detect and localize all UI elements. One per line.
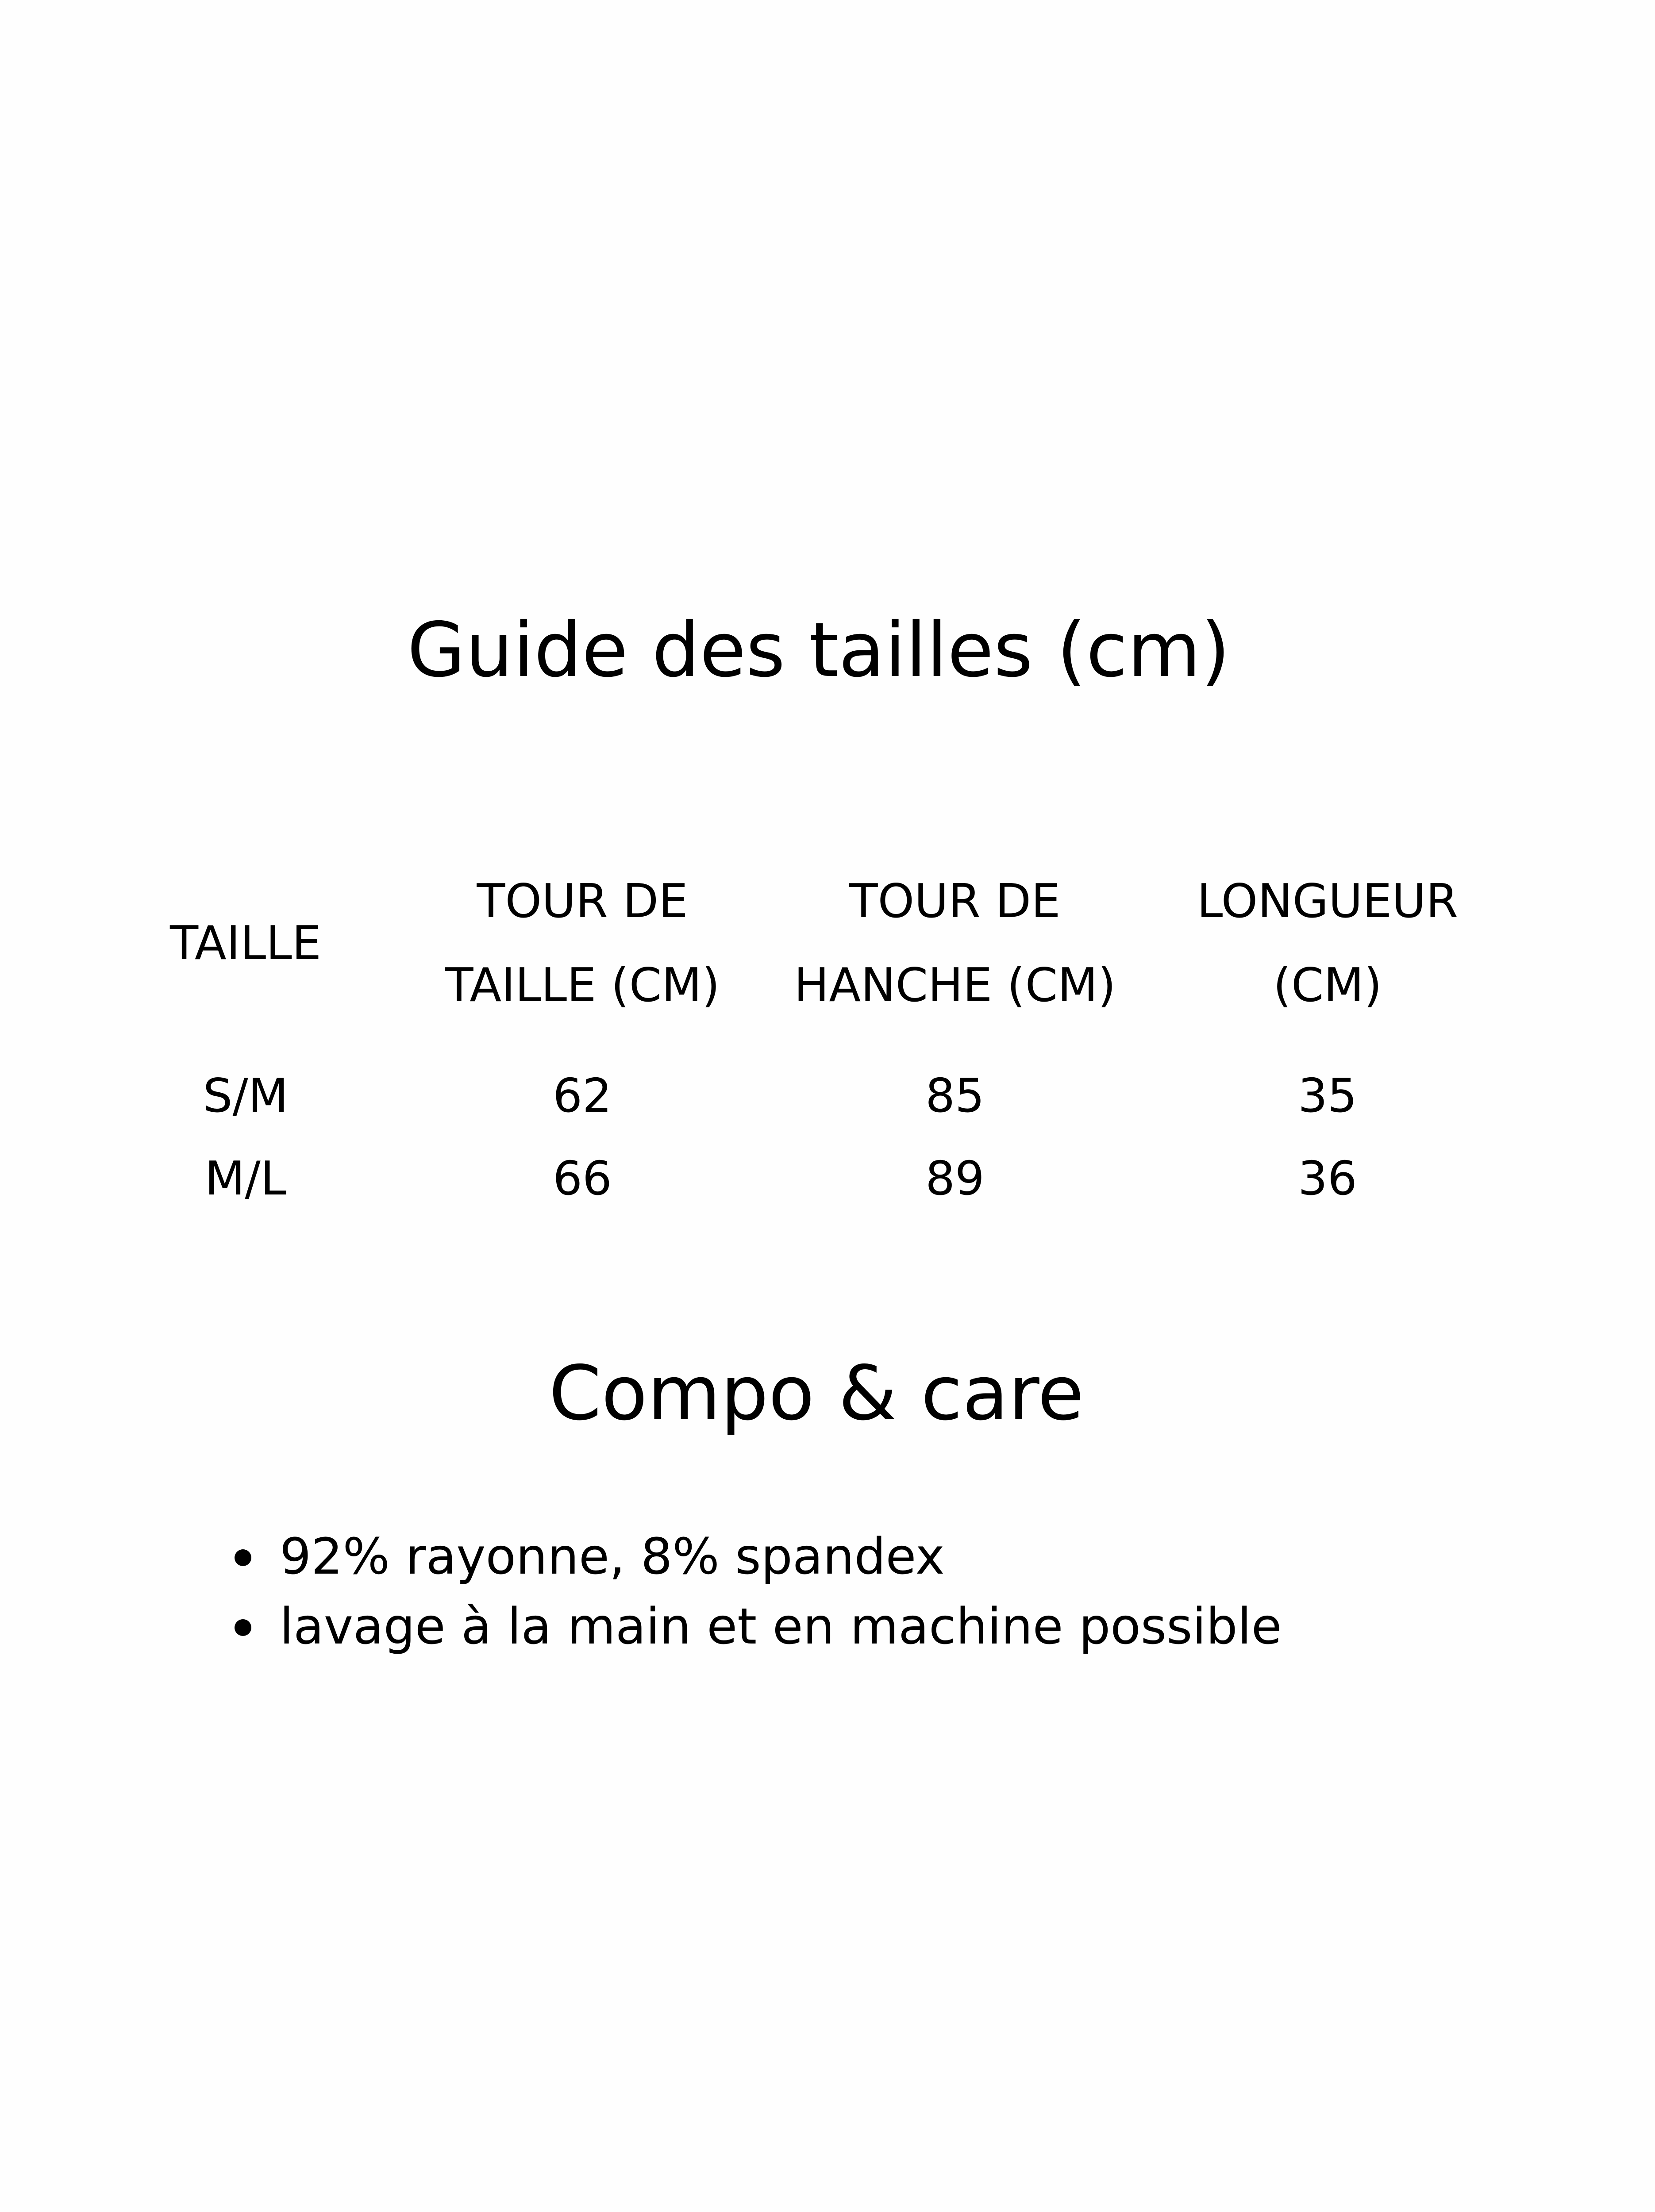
header-taille: TAILLE [169, 916, 322, 970]
row-sm-tour-taille: 62 [553, 1069, 612, 1123]
care-list [235, 1522, 1282, 1662]
compo-care-title: Compo & care [549, 1350, 1084, 1437]
row-sm-longueur: 35 [1298, 1069, 1357, 1123]
row-ml-tour-hanche: 89 [925, 1152, 985, 1206]
care-item-washing: lavage à la main et en machine possible [280, 1598, 1282, 1655]
row-ml-tour-taille: 66 [553, 1152, 612, 1206]
header-tour-de-hanche-line1: TOUR DE [849, 874, 1061, 928]
size-guide-title: Guide des tailles (cm) [407, 607, 1230, 694]
list-item [235, 1522, 1282, 1592]
header-tour-de-taille-line2: TAILLE (CM) [445, 958, 720, 1012]
row-ml-longueur: 36 [1298, 1152, 1357, 1206]
bullet-icon [235, 1619, 251, 1636]
header-longueur-line1: LONGUEUR [1197, 874, 1459, 928]
list-item [235, 1592, 1282, 1662]
row-sm-taille: S/M [203, 1069, 289, 1123]
row-sm-tour-hanche: 85 [925, 1069, 985, 1123]
row-ml-taille: M/L [204, 1152, 287, 1206]
header-longueur-line2: (CM) [1273, 958, 1382, 1012]
header-tour-de-taille-line1: TOUR DE [477, 874, 688, 928]
header-tour-de-hanche-line2: HANCHE (CM) [794, 958, 1116, 1012]
care-item-composition: 92% rayonne, 8% spandex [280, 1528, 945, 1586]
bullet-icon [235, 1549, 251, 1566]
